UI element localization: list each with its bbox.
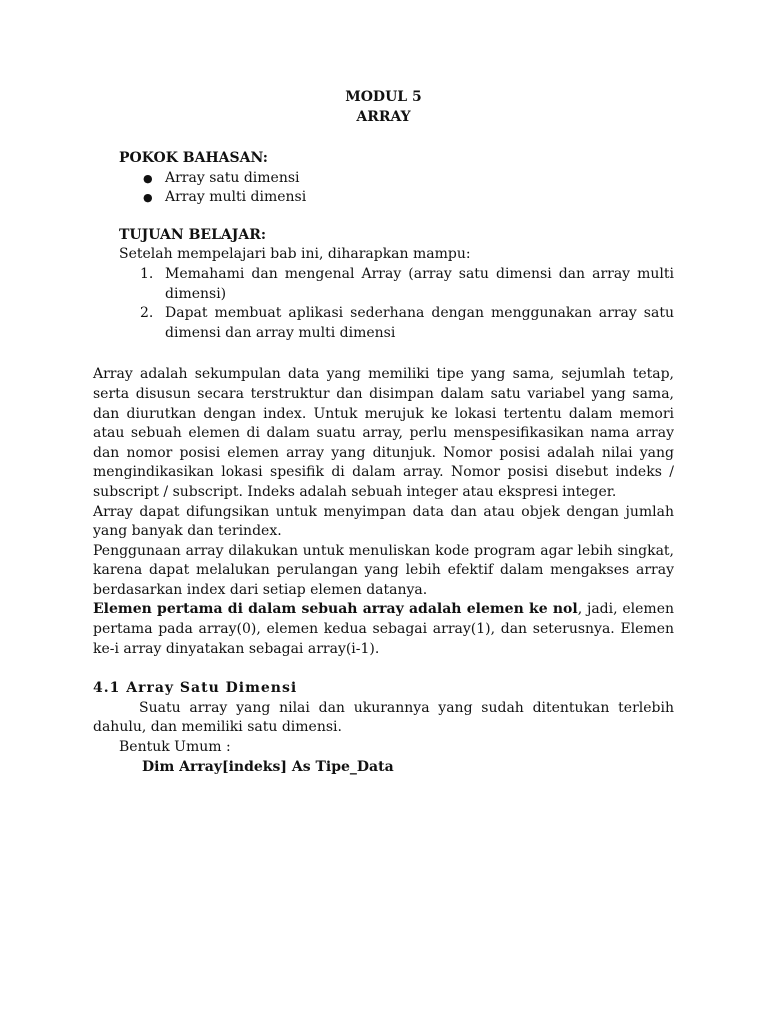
list-item [140, 188, 674, 208]
pokok-bahasan-list [93, 169, 674, 208]
list-number: 1. [140, 265, 154, 282]
list-item-text: Memahami dan mengenal Array (array satu dimensi dan array multi dimensi) [165, 265, 674, 302]
bold-statement: Elemen pertama di dalam sebuah array adalah elemen ke nol [93, 601, 578, 618]
document-content [93, 87, 674, 777]
section-text: Suatu array yang nilai dan ukurannya yang sudah ditentukan terlebih dahulu, dan memiliki satu dimensi. [93, 699, 674, 736]
list-item [140, 169, 674, 189]
tujuan-intro: Setelah mempelajari bab ini, diharapkan mampu: [119, 246, 471, 263]
bullet-icon: ● [143, 171, 153, 185]
paragraph-rest: , jadi, elemen pertama pada array(0), elemen kedua sebagai array(1), dan seterusnya. Elemen ke-i array dinyatakan sebagai array(i-1). [93, 601, 675, 657]
pokok-bahasan-heading: POKOK BAHASAN: [119, 150, 268, 166]
module-subtitle: ARRAY [356, 109, 411, 125]
form-label: Bentuk Umum : [119, 739, 231, 756]
bullet-icon: ● [143, 191, 153, 205]
paragraph-function: Array dapat difungsikan untuk menyimpan data dan atau objek dengan jumlah yang banyak dan terindex. [93, 503, 674, 540]
list-item-text: Array multi dimensi [165, 189, 307, 206]
title-block [93, 87, 674, 127]
list-item [140, 265, 674, 304]
tujuan-belajar-heading: TUJUAN BELAJAR: [119, 226, 267, 243]
list-item [140, 304, 674, 343]
list-item-text: Array satu dimensi [165, 169, 300, 186]
paragraph-definition: Array adalah sekumpulan data yang memiliki tipe yang sama, sejumlah tetap, serta disusun secara terstruktur dan disimpan dalam satu variabel yang sama, dan diurutkan dengan index. Untuk merujuk ke lokasi tertentu dalam memori atau sebuah elemen di dalam suatu array, perlu menspesifikasikan nama array dan nomor posisi elemen array yang ditunjuk. Nomor posisi adalah nilai yang mengindikasikan lokasi spesifik di dalam array. Nomor posisi disebut indeks / subscript / subscript. Indeks adalah sebuah integer atau ekspresi integer. [93, 366, 674, 500]
module-title: MODUL 5 [345, 89, 422, 105]
list-item-text: Dapat membuat aplikasi sederhana dengan menggunakan array satu dimensi dan array multi dimensi [165, 305, 674, 341]
syntax-line: Dim Array[indeks] As Tipe_Data [142, 758, 394, 775]
list-number: 2. [140, 305, 154, 322]
tujuan-list [93, 265, 674, 343]
paragraph-first-element [93, 600, 674, 659]
paragraph-usage: Penggunaan array dilakukan untuk menuliskan kode program agar lebih singkat, karena dapat melalukan perulangan yang lebih efektif dalam mengakses array berdasarkan index dari setiap elemen datanya. [93, 542, 674, 598]
section-heading: 4.1 Array Satu Dimensi [93, 680, 298, 697]
